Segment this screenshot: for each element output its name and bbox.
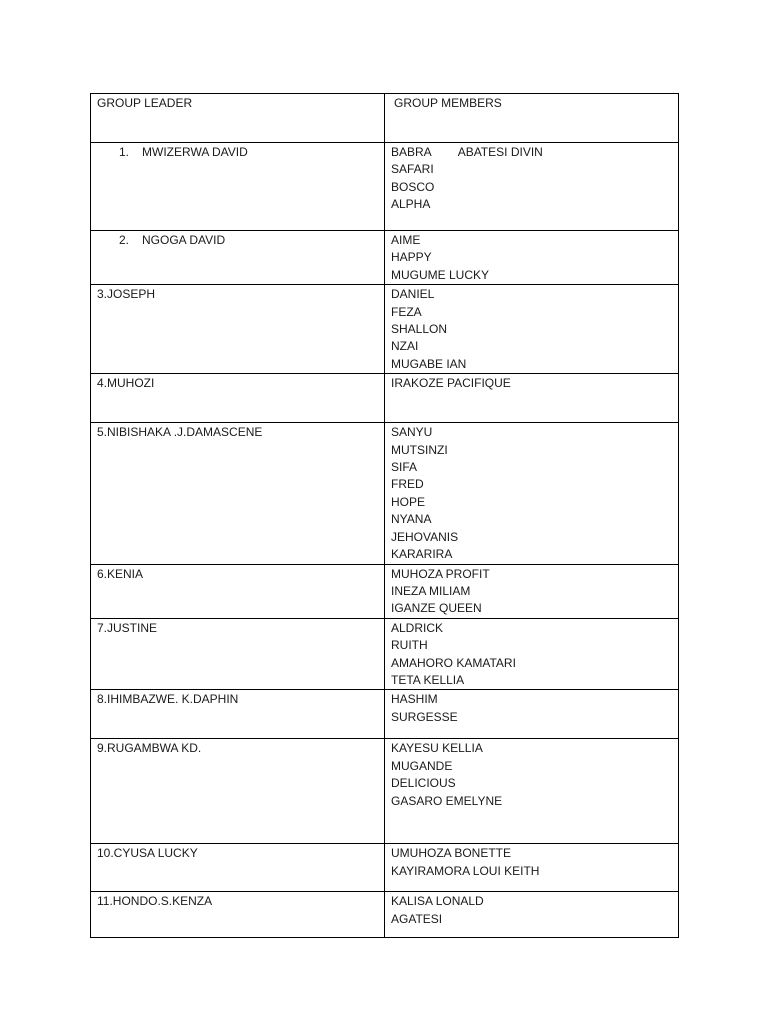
member-name: KARARIRA: [391, 547, 453, 562]
group-leader: 8.IHIMBAZWE. K.DAPHIN: [97, 692, 239, 707]
table-row: [91, 892, 679, 938]
member-name: JEHOVANIS: [391, 529, 459, 544]
member-name: ALPHA: [391, 197, 431, 212]
table-row: [91, 143, 679, 231]
group-leader: 5.NIBISHAKA .J.DAMASCENE: [97, 425, 263, 440]
leader-cell: [91, 618, 385, 690]
member-name: SURGESSE: [391, 709, 458, 724]
member-name: KAYESU KELLIA: [391, 741, 483, 756]
member-name: MUGABE IAN: [391, 356, 467, 371]
member-list: [385, 619, 678, 690]
member-list: [385, 374, 678, 392]
leader-cell: [91, 844, 385, 892]
member-name: RUITH: [391, 638, 428, 653]
members-cell: [385, 690, 679, 739]
member-list: [385, 231, 678, 284]
member-name: DELICIOUS: [391, 776, 456, 791]
member-name: GASARO EMELYNE: [391, 793, 503, 808]
member-name: AIME: [391, 233, 421, 247]
member-name: IRAKOZE PACIFIQUE: [391, 376, 511, 391]
groups-table: [90, 93, 679, 938]
leader-cell: [91, 739, 385, 844]
leader-cell: [91, 231, 385, 285]
member-name: HOPE: [391, 494, 426, 509]
member-line: [391, 144, 678, 161]
header-leader-cell: [91, 94, 385, 143]
member-list: [385, 690, 678, 726]
table-row: [91, 231, 679, 285]
member-list: [385, 892, 678, 928]
member-name: AGATESI: [391, 911, 443, 926]
table-row: [91, 374, 679, 423]
members-cell: [385, 739, 679, 844]
header-members-cell: [385, 94, 679, 143]
table-row: [91, 285, 679, 374]
group-leader: 9.RUGAMBWA KD.: [97, 741, 202, 756]
table-row: [91, 690, 679, 739]
table-row: [91, 564, 679, 618]
member-list: [385, 565, 678, 618]
member-list: [385, 844, 678, 880]
members-cell: [385, 285, 679, 374]
members-cell: [385, 564, 679, 618]
group-leader: 6.KENIA: [97, 566, 144, 581]
member-name: KALISA LONALD: [391, 894, 484, 909]
group-leader: [91, 143, 384, 161]
member-list: [385, 143, 678, 214]
member-list: [385, 285, 678, 373]
member-name: MUGANDE: [391, 758, 453, 773]
member-list: [385, 739, 678, 810]
members-cell: [385, 618, 679, 690]
group-leader: 7.JUSTINE: [97, 620, 158, 635]
member-name: SIFA: [391, 460, 418, 475]
list-number: 1.: [119, 145, 130, 159]
table-row: [91, 844, 679, 892]
leader-cell: [91, 143, 385, 231]
leader-cell: [91, 423, 385, 564]
members-cell: [385, 231, 679, 285]
members-cell: [385, 143, 679, 231]
members-cell: [385, 844, 679, 892]
table-header-row: [91, 94, 679, 143]
member-name: DANIEL: [391, 287, 435, 302]
list-number: 2.: [119, 233, 130, 247]
member-name: KAYIRAMORA LOUI KEITH: [391, 863, 540, 878]
group-leader: 4.MUHOZI: [97, 376, 155, 391]
member-name: INEZA MILIAM: [391, 583, 471, 598]
table-row: [91, 423, 679, 564]
member-name: IGANZE QUEEN: [391, 601, 482, 616]
member-name: HAPPY: [391, 250, 432, 265]
member-name: FRED: [391, 477, 424, 492]
member-name: AMAHORO KAMATARI: [391, 655, 516, 670]
group-leader: 10.CYUSA LUCKY: [97, 846, 198, 861]
table-row: [91, 739, 679, 844]
member-name: ABATESI DIVIN: [457, 145, 543, 159]
leader-cell: [91, 374, 385, 423]
member-name: MUHOZA PROFIT: [391, 566, 490, 581]
member-name: NZAI: [391, 339, 419, 354]
leader-name: MWIZERWA DAVID: [142, 145, 248, 159]
members-cell: [385, 374, 679, 423]
leader-cell: [91, 285, 385, 374]
member-name: MUTSINZI: [391, 442, 448, 457]
member-name: SAFARI: [391, 162, 434, 177]
member-name: SHALLON: [391, 322, 448, 337]
member-name: MUGUME LUCKY: [391, 267, 490, 282]
leader-cell: [91, 892, 385, 938]
member-name: UMUHOZA BONETTE: [391, 846, 512, 861]
members-cell: [385, 423, 679, 564]
member-name: BOSCO: [391, 179, 435, 194]
group-leader: [91, 231, 384, 249]
header-leader: GROUP LEADER: [97, 96, 193, 110]
table-row: [91, 618, 679, 690]
member-name: TETA KELLIA: [391, 672, 465, 687]
leader-cell: [91, 564, 385, 618]
member-name: NYANA: [391, 512, 432, 527]
leader-cell: [91, 690, 385, 739]
header-members: GROUP MEMBERS: [394, 96, 502, 110]
leader-name: NGOGA DAVID: [142, 233, 226, 247]
group-leader: 3.JOSEPH: [97, 287, 156, 302]
member-name: BABRA: [391, 145, 432, 159]
member-name: HASHIM: [391, 692, 438, 707]
member-list: [385, 423, 678, 563]
member-name: FEZA: [391, 304, 422, 319]
members-cell: [385, 892, 679, 938]
group-leader: 11.HONDO.S.KENZA: [97, 894, 213, 909]
member-name: SANYU: [391, 425, 433, 440]
member-name: ALDRICK: [391, 620, 444, 635]
